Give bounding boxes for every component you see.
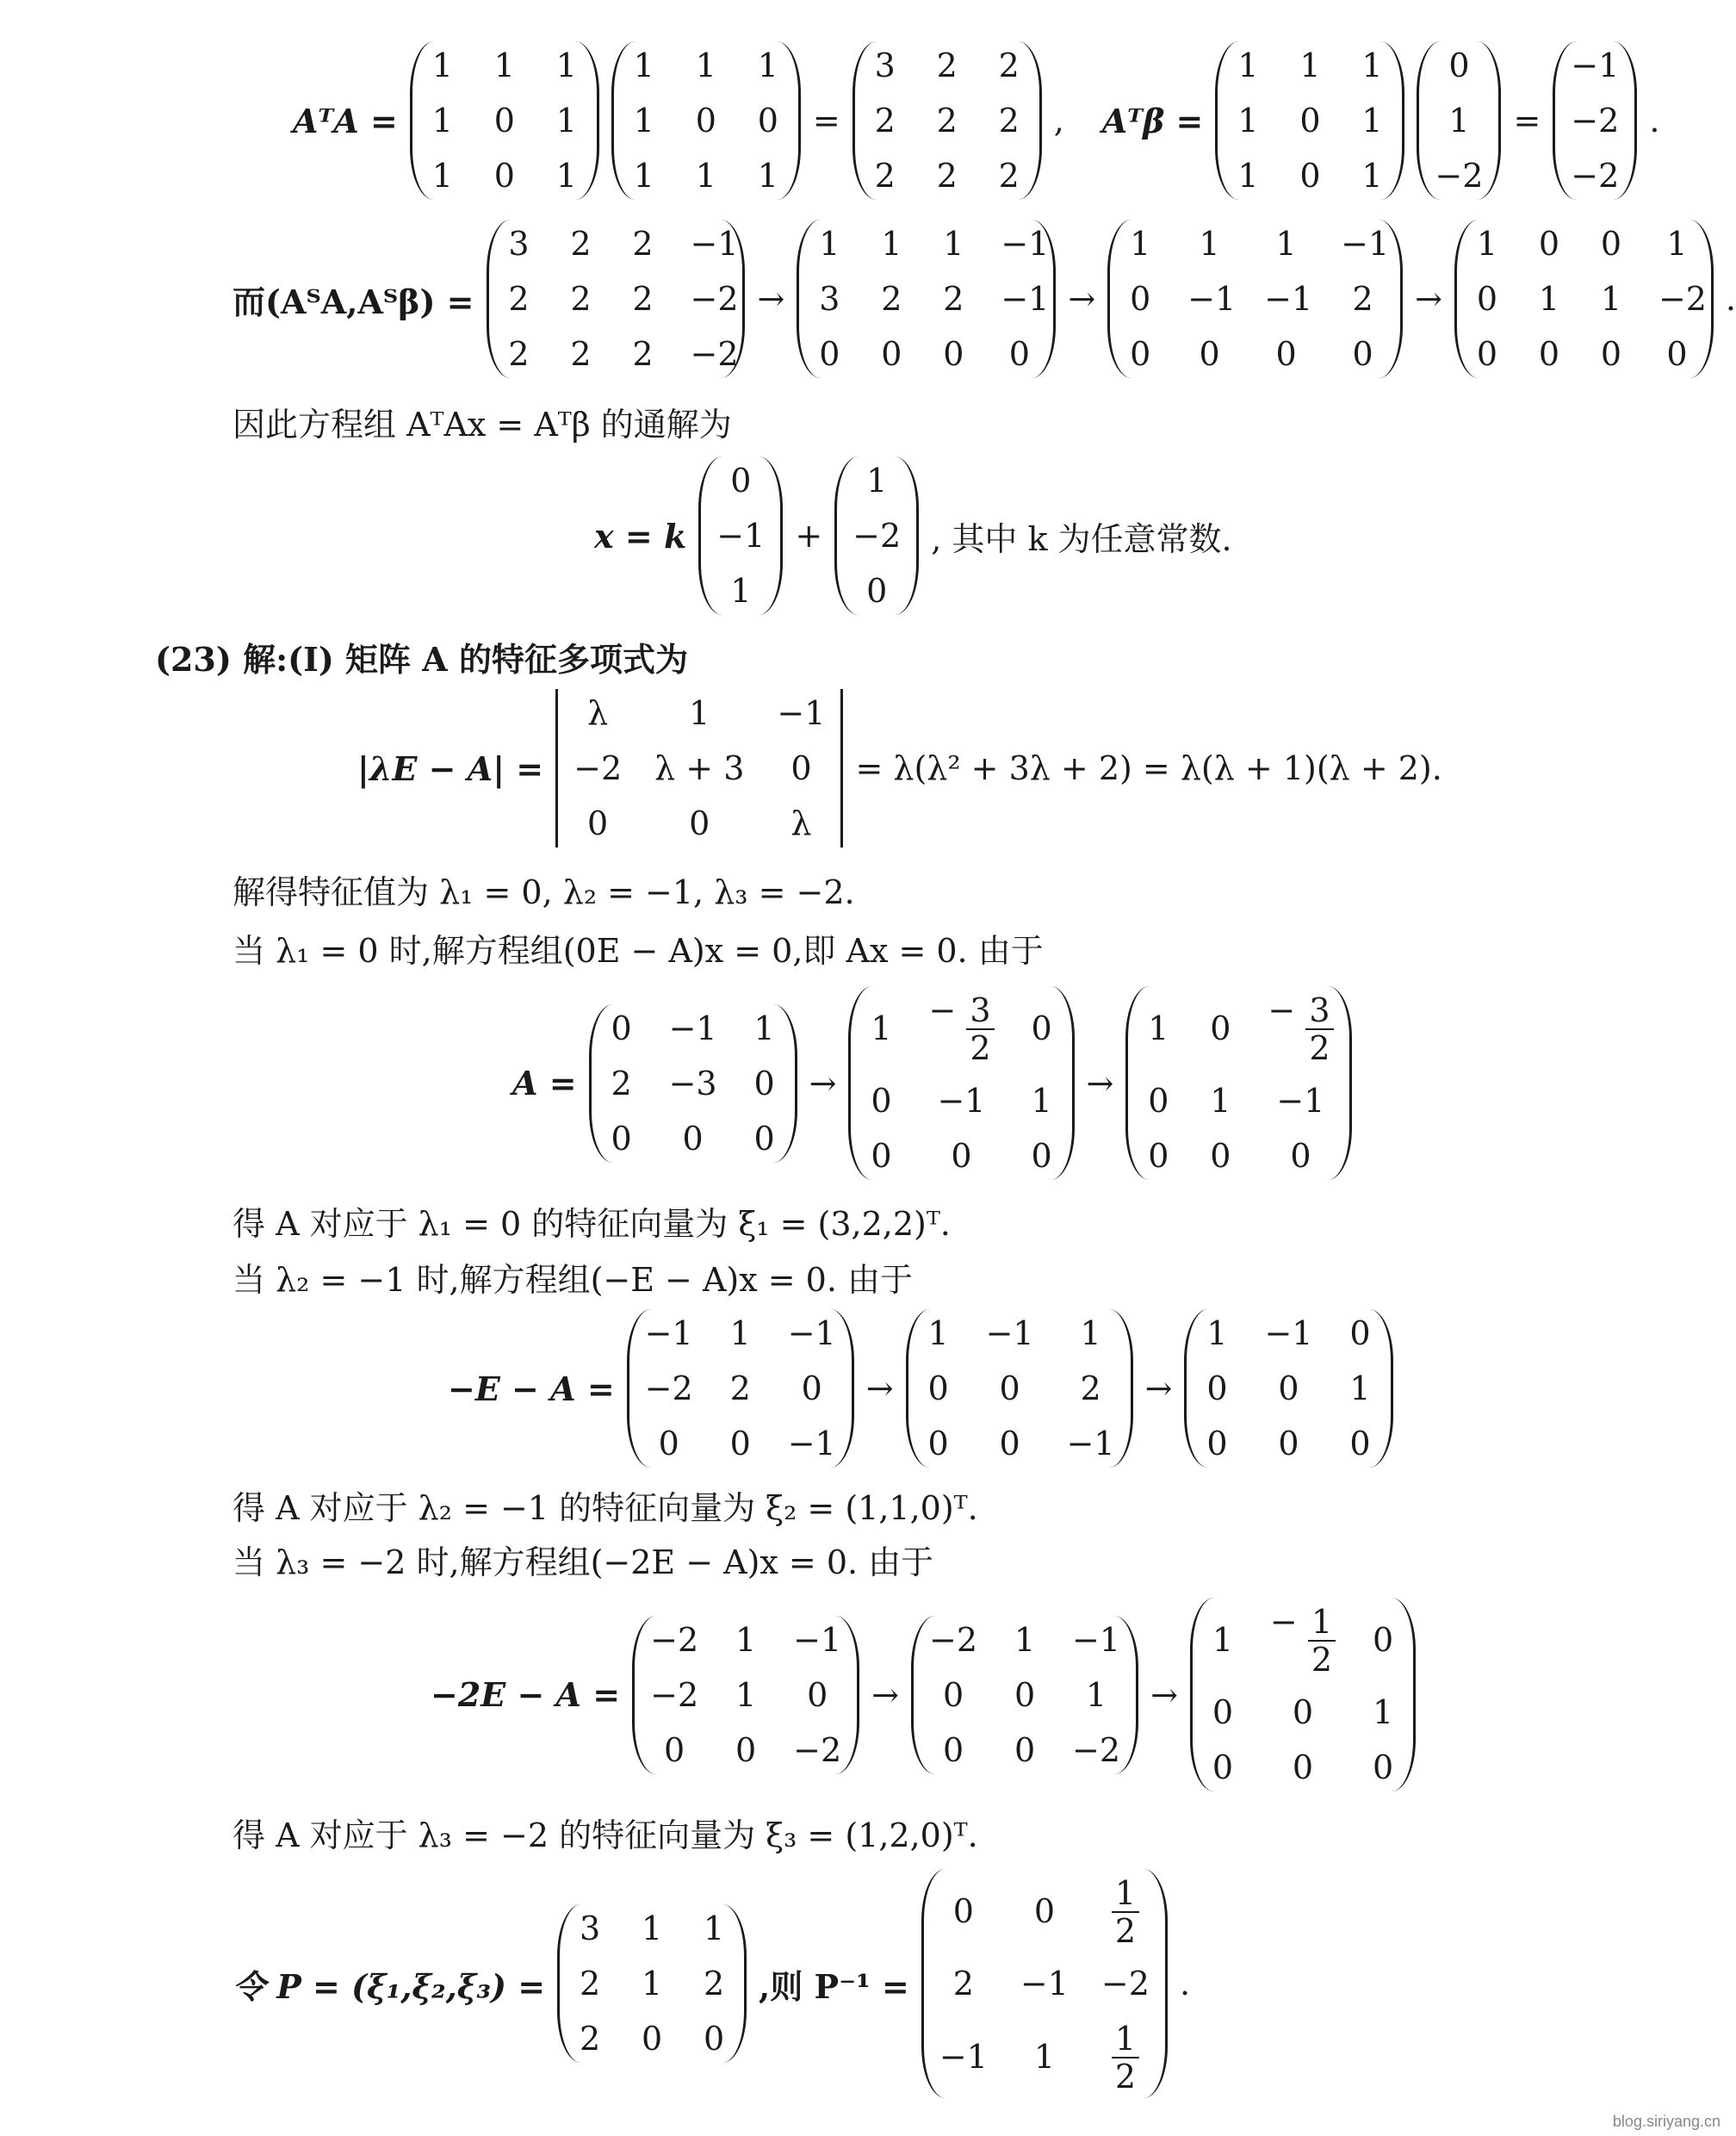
paragraph: 当 λ₂ = −1 时,解方程组(−E − A)x = 0. 由于 <box>232 1261 914 1299</box>
matrix-cell: 1 <box>1237 102 1259 140</box>
matrix-cell: 1 <box>871 1009 892 1047</box>
matrix <box>848 986 1074 1180</box>
paragraph: 得 A 对应于 λ₃ = −2 的特征向量为 ξ₃ = (1,2,0)ᵀ. <box>232 1816 978 1854</box>
matrix-cell: λ <box>587 694 609 732</box>
matrix <box>921 1869 1168 2098</box>
equation-characteristic-polynomial <box>357 689 1442 848</box>
matrix-cell: 2 <box>952 1965 974 2002</box>
matrix-cell: 0 <box>1538 225 1560 263</box>
equation-lhs: AᵀA = <box>293 101 398 140</box>
matrix-cell: 0 <box>1199 335 1220 373</box>
equation-lhs: Aᵀβ = <box>1101 101 1204 140</box>
matrix-cell: 0 <box>1372 1620 1394 1659</box>
matrix-cell: 0 <box>658 1425 679 1462</box>
matrix-cell: −1 <box>787 1314 836 1352</box>
matrix-cell: 1 <box>1199 225 1220 263</box>
matrix-cell: 0 <box>1290 1137 1311 1175</box>
matrix-cell: 0 <box>819 335 840 373</box>
matrix-cell: λ + 3 <box>654 749 745 787</box>
matrix-cell: −1 <box>939 2037 988 2076</box>
matrix-cell: 1 <box>1476 225 1498 263</box>
matrix-cell: 1 <box>1275 225 1297 263</box>
matrix-cell: 0 <box>1008 335 1030 373</box>
matrix-cell: 0 <box>729 1425 751 1462</box>
watermark: blog.siriyang.cn <box>1612 2113 1720 2130</box>
matrix-cell: −1 <box>1341 225 1390 263</box>
matrix-cell: −2 <box>1658 280 1707 318</box>
matrix-cell: −2 <box>650 1620 699 1659</box>
matrix-cell: −1 <box>1066 1425 1115 1462</box>
matrix <box>410 41 599 200</box>
matrix-cell: 1 <box>1538 280 1560 318</box>
matrix-cell: −1 <box>668 1009 717 1047</box>
matrix-cell: 3 <box>579 1909 601 1947</box>
matrix-cell: 0 <box>951 1137 972 1175</box>
matrix-cell: −2 <box>1072 1730 1121 1769</box>
matrix <box>911 1616 1138 1774</box>
matrix-cell: 0 <box>1476 280 1498 318</box>
vector <box>698 456 783 615</box>
matrix-cell: 1 <box>1033 2037 1055 2076</box>
matrix-cell: 1 <box>866 462 888 500</box>
matrix-cell: 1 <box>1666 225 1688 263</box>
matrix-cell: 1 <box>641 1965 663 2002</box>
matrix-cell: 1 <box>1361 157 1383 195</box>
matrix-cell: 2 <box>936 157 958 195</box>
matrix-cell: 0 <box>1278 1425 1299 1462</box>
matrix-cell: 0 <box>1600 335 1622 373</box>
matrix-cell: 2 <box>632 280 654 318</box>
equation-lhs: 而(AᵀA,Aᵀβ) = <box>232 282 474 321</box>
matrix-cell: − $\frac{3}{2}$ <box>928 991 994 1065</box>
matrix-cell: −1 <box>1276 1082 1325 1120</box>
matrix-cell: 2 <box>579 1965 601 2002</box>
matrix-cell: 1 <box>633 47 654 84</box>
matrix-cell: 2 <box>703 1965 725 2002</box>
matrix-cell: −2 <box>690 280 739 318</box>
matrix-cell: 0 <box>611 1119 632 1158</box>
matrix-cell: 1 <box>1299 47 1321 84</box>
matrix-cell: −1 <box>716 517 766 555</box>
matrix-cell: 0 <box>1448 47 1470 84</box>
matrix <box>1107 220 1403 378</box>
matrix-cell: 0 <box>757 102 778 140</box>
matrix-cell: − $\frac{1}{2}$ <box>1270 1603 1336 1676</box>
equation-lhs: −E − A = <box>448 1369 615 1408</box>
matrix <box>852 41 1042 200</box>
matrix-cell: 2 <box>936 47 958 84</box>
matrix-cell: 0 <box>1014 1730 1036 1769</box>
matrix-cell: 0 <box>927 1425 949 1462</box>
matrix-cell: 1 <box>1361 102 1383 140</box>
paragraph: 解得特征值为 λ₁ = 0, λ₂ = −1, λ₃ = −2. <box>232 873 855 911</box>
matrix-cell: −1 <box>690 225 739 263</box>
matrix-cell: −1 <box>787 1425 836 1462</box>
equation-tail: , 其中 k 为任意常数. <box>931 519 1232 558</box>
matrix <box>1215 41 1404 200</box>
matrix-cell: 0 <box>999 1425 1020 1462</box>
matrix-cell: 0 <box>1352 335 1373 373</box>
matrix-cell: $\frac{1}{2}$ <box>1101 2020 1150 2093</box>
matrix-cell: −2 <box>690 335 739 373</box>
matrix-cell: −1 <box>1001 225 1050 263</box>
matrix-cell: 1 <box>1212 1620 1234 1659</box>
matrix-cell: −2 <box>1571 157 1620 195</box>
matrix-cell: −2 <box>1435 157 1484 195</box>
matrix-cell: −2 <box>1571 102 1620 140</box>
matrix-cell: 1 <box>641 1909 663 1947</box>
matrix-cell: 0 <box>1206 1425 1228 1462</box>
matrix-cell: 0 <box>703 2020 725 2058</box>
matrix-cell: 1 <box>1237 47 1259 84</box>
matrix-cell: 3 <box>508 225 530 263</box>
vector <box>834 456 919 615</box>
matrix-cell: 1 <box>1448 102 1470 140</box>
matrix-cell: −1 <box>1187 280 1237 318</box>
matrix-cell: 0 <box>1148 1082 1169 1120</box>
matrix-cell: 2 <box>1352 280 1373 318</box>
matrix-cell: −1 <box>1001 280 1050 318</box>
matrix <box>1125 986 1351 1180</box>
matrix-cell: 0 <box>641 2020 663 2058</box>
equation-row-reduce-c: −2E − A = −2 1 −1 −2 1 0 0 0 −2 → −2 1 −1 0 0 1 0 0 −2 → 1 − $\frac{1}{2}$ 0 0 0 1 0 0 0 <box>431 1598 1416 1791</box>
question-heading: (23) 解:(Ⅰ) 矩阵 A 的特征多项式为 <box>155 640 689 679</box>
matrix-cell: 1 <box>1085 1675 1107 1714</box>
matrix-cell: −1 <box>1264 1314 1313 1352</box>
matrix-cell: 0 <box>943 335 964 373</box>
matrix-cell: −2 <box>644 1369 693 1407</box>
matrix-cell: 0 <box>1275 335 1297 373</box>
matrix-cell: 0 <box>1130 335 1151 373</box>
matrix-cell: 2 <box>632 335 654 373</box>
matrix-cell: −1 <box>793 1620 842 1659</box>
matrix-cell: 2 <box>729 1369 751 1407</box>
matrix <box>487 220 746 378</box>
equation-lhs: −2E − A = <box>431 1675 621 1714</box>
matrix-cell: 1 <box>730 572 752 610</box>
matrix-cell: −1 <box>1020 1965 1069 2002</box>
vector <box>1417 41 1501 200</box>
matrix-cell: −1 <box>1264 280 1313 318</box>
matrix-cell: 0 <box>689 804 710 842</box>
matrix-cell: 1 <box>1014 1620 1036 1659</box>
matrix-cell: 0 <box>927 1369 949 1407</box>
matrix-cell: 0 <box>1600 225 1622 263</box>
matrix-cell: − $\frac{3}{2}$ <box>1268 991 1333 1065</box>
matrix-cell: 1 <box>1080 1314 1101 1352</box>
matrix-cell: 0 <box>587 804 609 842</box>
matrix-cell: −3 <box>668 1064 717 1102</box>
equation-ata: AᵀA = 1 1 1 1 0 1 1 0 1 1 1 1 1 0 0 1 1 1 = 3 2 2 2 2 2 2 2 2 , Aᵀβ = 1 1 1 1 0 1 1 0 1 0 1 −2 = −1 −2 −2 . <box>293 41 1659 200</box>
equation-row-reduce-a: A = 0 −1 1 2 −3 0 0 0 0 → 1 − $\frac{3}{2}$ 0 0 −1 1 0 0 0 → 1 0 − $\frac{3}{2}$ 0 1 −1 0 0 0 <box>512 986 1352 1180</box>
matrix-cell: 0 <box>942 1730 964 1769</box>
matrix-cell: 1 <box>1206 1314 1228 1352</box>
matrix-cell: 2 <box>570 335 592 373</box>
matrix-cell: −1 <box>937 1082 986 1120</box>
equation-rhs: = λ(λ² + 3λ + 2) = λ(λ + 1)(λ + 2). <box>855 749 1442 787</box>
matrix-cell: 1 <box>819 225 840 263</box>
equation-lhs: x = k <box>594 516 687 556</box>
matrix-cell: 1 <box>555 102 577 140</box>
matrix-cell: 0 <box>1299 157 1321 195</box>
equation-mid: ,则 P⁻¹ = <box>759 1966 909 2006</box>
matrix-cell: 1 <box>431 47 453 84</box>
matrix-cell: 1 <box>1210 1082 1231 1120</box>
equation-lhs: A = <box>512 1064 577 1102</box>
matrix <box>1184 1309 1392 1468</box>
matrix-cell: 1 <box>1237 157 1259 195</box>
matrix-cell: 0 <box>1476 335 1498 373</box>
matrix-cell: 2 <box>943 280 964 318</box>
matrix-cell: 0 <box>1014 1675 1036 1714</box>
matrix-cell: −1 <box>644 1314 693 1352</box>
matrix <box>1454 220 1714 378</box>
matrix-cell: 0 <box>999 1369 1020 1407</box>
matrix-cell: 0 <box>1148 1137 1169 1175</box>
matrix-cell: 1 <box>1349 1369 1371 1407</box>
matrix-cell: −2 <box>793 1730 842 1769</box>
matrix-cell: 0 <box>1031 1137 1052 1175</box>
matrix-cell: 2 <box>936 102 958 140</box>
matrix-cell: −2 <box>1100 1965 1150 2002</box>
matrix-cell: 0 <box>871 1082 892 1120</box>
matrix-cell: 2 <box>570 280 592 318</box>
matrix-cell: 1 <box>1600 280 1622 318</box>
matrix-cell: 0 <box>695 102 716 140</box>
matrix-cell: −2 <box>852 517 902 555</box>
matrix-cell: 1 <box>695 157 716 195</box>
matrix-cell: 0 <box>753 1119 775 1158</box>
matrix-cell: 1 <box>729 1314 751 1352</box>
matrix-cell: 0 <box>801 1369 822 1407</box>
matrix-cell: 0 <box>1212 1748 1234 1786</box>
matrix-cell: 1 <box>1372 1693 1394 1731</box>
matrix-cell: 2 <box>881 280 902 318</box>
matrix-cell: 1 <box>633 102 654 140</box>
matrix-cell: 1 <box>689 694 710 732</box>
matrix <box>632 1616 859 1774</box>
matrix-cell: −1 <box>985 1314 1034 1352</box>
matrix-cell: 0 <box>866 572 888 610</box>
matrix-cell: 1 <box>735 1620 757 1659</box>
matrix-cell: 2 <box>508 280 530 318</box>
matrix-cell: 1 <box>881 225 902 263</box>
matrix-cell: 1 <box>1148 1009 1169 1047</box>
equation-augmented: 而(AᵀA,Aᵀβ) = 3 2 2 −1 2 2 2 −2 2 2 2 −2 → 1 1 1 −1 3 2 2 −1 0 0 0 0 → 1 1 1 −1 0 −1 −1 2 0 0 0 0 → 1 0 0 1 0 1 1 −2 0 0 0 0 . <box>232 220 1736 378</box>
matrix-cell: −2 <box>574 749 623 787</box>
matrix-cell: 2 <box>632 225 654 263</box>
matrix-cell: 0 <box>1349 1425 1371 1462</box>
matrix-cell: 2 <box>998 157 1020 195</box>
matrix-cell: 2 <box>579 2020 601 2058</box>
matrix <box>627 1309 854 1468</box>
matrix-cell: 1 <box>493 47 515 84</box>
matrix-cell: λ <box>790 804 812 842</box>
matrix-cell: 1 <box>555 157 577 195</box>
matrix <box>589 1004 797 1163</box>
matrix-cell: 2 <box>874 157 896 195</box>
matrix-cell: 1 <box>757 157 778 195</box>
matrix-cell: 1 <box>1361 47 1383 84</box>
matrix-cell: 1 <box>943 225 964 263</box>
equation-row-reduce-b: −E − A = −1 1 −1 −2 2 0 0 0 −1 → 1 −1 1 0 0 2 0 0 −1 → 1 −1 0 0 0 1 0 0 0 <box>448 1309 1393 1468</box>
paragraph: 当 λ₁ = 0 时,解方程组(0E − A)x = 0,即 Ax = 0. 由于 <box>232 932 1044 970</box>
matrix-cell: 0 <box>1372 1748 1394 1786</box>
paragraph: 得 A 对应于 λ₂ = −1 的特征向量为 ξ₂ = (1,1,0)ᵀ. <box>232 1489 978 1527</box>
matrix-cell: 1 <box>555 47 577 84</box>
matrix-cell: 2 <box>1080 1369 1101 1407</box>
matrix-cell: 0 <box>493 102 515 140</box>
matrix-cell: 0 <box>1292 1693 1314 1731</box>
matrix-cell: 0 <box>952 1891 974 1930</box>
matrix-cell: 0 <box>1666 335 1688 373</box>
matrix <box>611 41 801 200</box>
matrix-cell: 0 <box>735 1730 757 1769</box>
matrix-cell: 1 <box>1130 225 1151 263</box>
matrix-cell: 2 <box>611 1064 632 1102</box>
matrix-cell: 1 <box>703 1909 725 1947</box>
matrix-cell: 0 <box>881 335 902 373</box>
matrix-cell: −1 <box>777 694 826 732</box>
matrix-cell: 0 <box>1210 1137 1231 1175</box>
matrix-cell: 2 <box>570 225 592 263</box>
matrix-cell: 0 <box>1031 1009 1052 1047</box>
matrix-cell: 0 <box>664 1730 685 1769</box>
matrix-cell: 2 <box>874 102 896 140</box>
matrix <box>906 1309 1133 1468</box>
paragraph: 因此方程组 AᵀAx = Aᵀβ 的通解为 <box>232 406 732 444</box>
matrix-cell: 1 <box>431 157 453 195</box>
matrix <box>557 1904 747 2063</box>
equation-lhs: 令 P = (ξ₁,ξ₂,ξ₃) = <box>232 1966 546 2006</box>
matrix-cell: 0 <box>790 749 812 787</box>
matrix-cell: −1 <box>1072 1620 1121 1659</box>
matrix-cell: 0 <box>493 157 515 195</box>
matrix-cell: 0 <box>611 1009 632 1047</box>
matrix-cell: 1 <box>633 157 654 195</box>
matrix-cell: −2 <box>650 1675 699 1714</box>
matrix-cell: 0 <box>942 1675 964 1714</box>
matrix-cell: 1 <box>757 47 778 84</box>
matrix-cell: 3 <box>819 280 840 318</box>
matrix-cell: −1 <box>1571 47 1620 84</box>
matrix-cell: 0 <box>1130 280 1151 318</box>
matrix-cell: 1 <box>1031 1082 1052 1120</box>
matrix-cell: 0 <box>871 1137 892 1175</box>
matrix-cell: 2 <box>998 47 1020 84</box>
matrix-cell: 0 <box>1212 1693 1234 1731</box>
determinant <box>555 689 843 848</box>
matrix-cell: 0 <box>1538 335 1560 373</box>
matrix <box>797 220 1056 378</box>
equation-general-solution: x = k 0 −1 1 + 1 −2 0 , 其中 k 为任意常数. <box>594 456 1232 615</box>
matrix-cell: 0 <box>1299 102 1321 140</box>
matrix-cell: 1 <box>695 47 716 84</box>
matrix-cell: 0 <box>1349 1314 1371 1352</box>
matrix-cell: 2 <box>508 335 530 373</box>
matrix-cell: 0 <box>1292 1748 1314 1786</box>
matrix-cell: $\frac{1}{2}$ <box>1101 1874 1150 1947</box>
matrix-cell: 0 <box>682 1119 704 1158</box>
matrix-cell: 1 <box>753 1009 775 1047</box>
matrix-cell: −2 <box>929 1620 978 1659</box>
matrix-cell: 2 <box>998 102 1020 140</box>
vector <box>1553 41 1637 200</box>
matrix-cell: 0 <box>1033 1891 1055 1930</box>
matrix-cell: 0 <box>1210 1009 1231 1047</box>
matrix-cell: 0 <box>730 462 752 500</box>
matrix-cell: 1 <box>735 1675 757 1714</box>
matrix-cell: 0 <box>807 1675 828 1714</box>
matrix <box>1190 1598 1416 1791</box>
matrix-cell: 3 <box>874 47 896 84</box>
equation-p-matrix: 令 P = (ξ₁,ξ₂,ξ₃) = 3 1 1 2 1 2 2 0 0 ,则 P⁻¹ = 0 0 $\frac{1}{2}$ 2 −1 −2 −1 1 $\frac{1}{2}$ . <box>232 1869 1190 2098</box>
matrix-cell: 0 <box>1206 1369 1228 1407</box>
equation-lhs: |λE − A| = <box>357 748 544 788</box>
matrix-cell: 1 <box>431 102 453 140</box>
matrix-cell: 1 <box>927 1314 949 1352</box>
matrix-cell: 0 <box>753 1064 775 1102</box>
matrix-cell: 0 <box>1278 1369 1299 1407</box>
paragraph: 得 A 对应于 λ₁ = 0 的特征向量为 ξ₁ = (3,2,2)ᵀ. <box>232 1205 951 1243</box>
paragraph: 当 λ₃ = −2 时,解方程组(−2E − A)x = 0. 由于 <box>232 1543 934 1581</box>
